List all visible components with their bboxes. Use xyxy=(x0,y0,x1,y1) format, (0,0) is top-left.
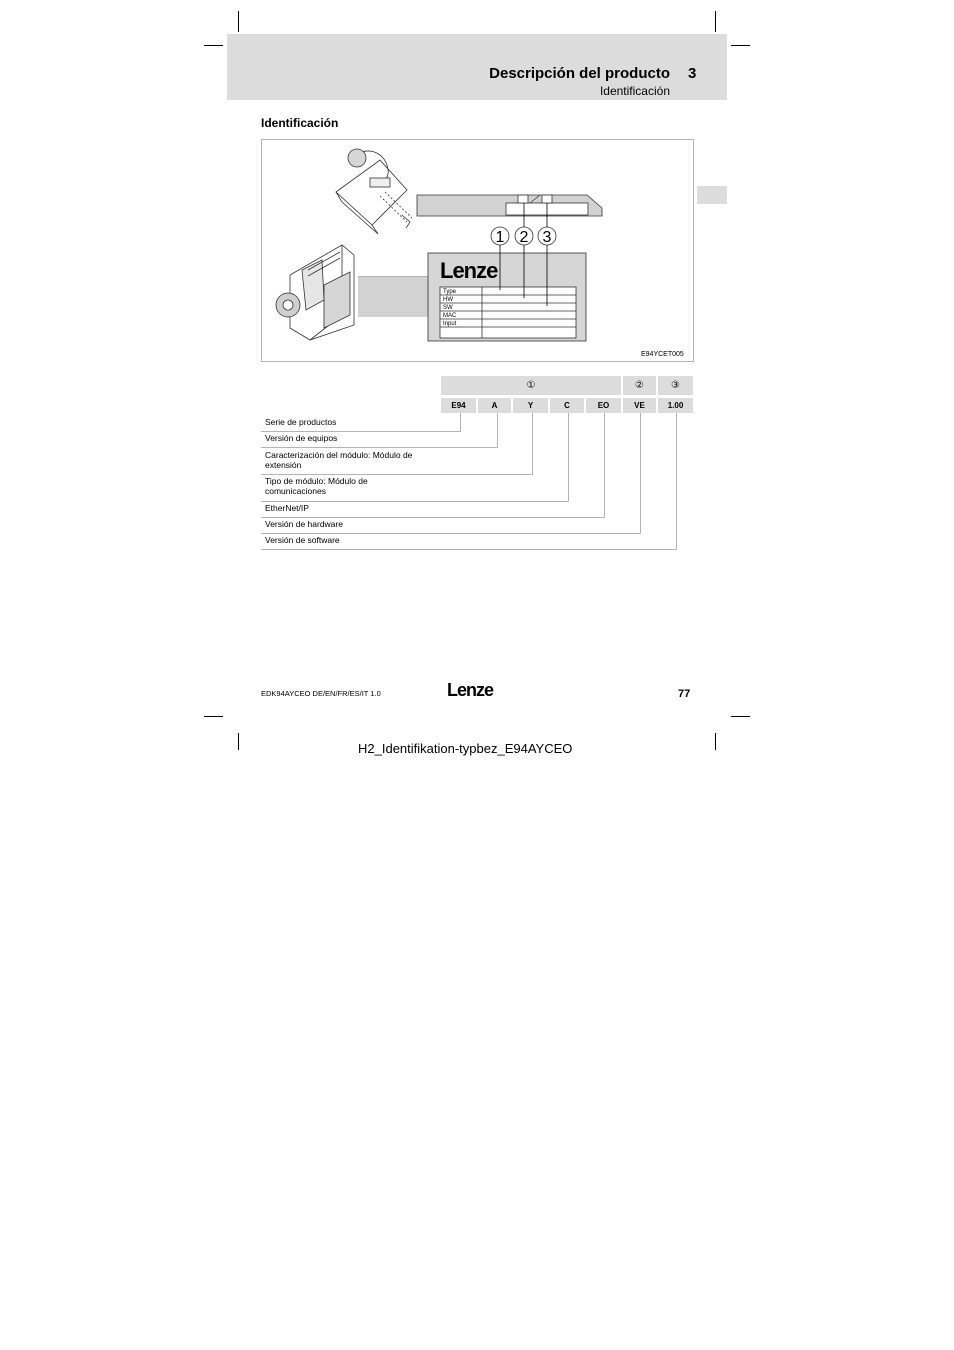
connector-line xyxy=(568,413,569,502)
crop-mark xyxy=(715,11,716,32)
desc-line xyxy=(261,474,533,475)
bottom-module-drawing xyxy=(276,245,354,340)
callout-1: 1 xyxy=(495,229,505,246)
crop-mark xyxy=(731,716,750,717)
desc-line xyxy=(261,549,676,550)
crop-mark xyxy=(715,733,716,750)
crop-mark xyxy=(204,716,223,717)
desc-module-type: Tipo de módulo: Módulo de comunicaciones xyxy=(265,476,368,496)
file-caption: H2_Identifikation-typbez_E94AYCEO xyxy=(358,741,573,756)
nameplate-field-mac: MAC xyxy=(443,313,457,319)
footer-document-id: EDK94AYCEO DE/EN/FR/ES/IT 1.0 xyxy=(261,689,381,698)
device-illustration xyxy=(262,140,695,363)
footer-logo: Lenze xyxy=(447,680,494,700)
desc-ethernet-ip: EtherNet/IP xyxy=(265,503,309,513)
nameplate-field-sw: SW xyxy=(443,305,453,311)
code-cell-c: C xyxy=(550,398,584,413)
connector-line xyxy=(676,413,677,550)
crop-mark xyxy=(731,45,750,46)
desc-hardware-version: Versión de hardware xyxy=(265,519,343,529)
callout-3: 3 xyxy=(542,229,552,246)
chapter-number: 3 xyxy=(688,65,697,82)
section-heading: Identificación xyxy=(261,116,339,130)
identification-figure xyxy=(261,139,694,362)
nameplate-logo: Lenze xyxy=(440,258,498,283)
desc-software-version: Versión de software xyxy=(265,535,340,545)
nameplate-field-hw: HW xyxy=(443,297,453,303)
group-marker-3: ③ xyxy=(658,376,693,395)
crop-mark xyxy=(238,11,239,32)
callout-2: 2 xyxy=(519,229,529,246)
code-cell-ve: VE xyxy=(623,398,656,413)
group-marker-1: ① xyxy=(441,376,621,395)
desc-device-version: Versión de equipos xyxy=(265,433,338,443)
code-cell-version: 1.00 xyxy=(658,398,693,413)
connector-line xyxy=(460,413,461,432)
crop-mark xyxy=(204,45,223,46)
desc-module-characterization: Caracterización del módulo: Módulo de extensión xyxy=(265,450,413,470)
figure-code: E94YCET005 xyxy=(641,351,684,358)
section-subtitle: Identificación xyxy=(599,84,670,98)
page-number: 77 xyxy=(678,688,691,700)
crop-mark xyxy=(238,733,239,750)
nameplate-field-input: Input xyxy=(443,321,457,327)
desc-line xyxy=(261,533,640,534)
group-marker-2: ② xyxy=(623,376,656,395)
code-cell-a: A xyxy=(478,398,511,413)
desc-line xyxy=(261,447,498,448)
connector-line xyxy=(497,413,498,448)
code-cell-e94: E94 xyxy=(441,398,476,413)
code-cell-eo: EO xyxy=(586,398,621,413)
desc-line xyxy=(261,431,461,432)
top-module-drawing xyxy=(336,149,412,234)
desc-line xyxy=(261,517,605,518)
chapter-title: Descripción del producto xyxy=(489,65,670,82)
desc-line xyxy=(261,501,569,502)
connector-line xyxy=(532,413,533,475)
connector-line xyxy=(604,413,605,518)
chapter-side-tab xyxy=(697,186,727,204)
code-cell-y: Y xyxy=(513,398,548,413)
desc-product-series: Serie de productos xyxy=(265,417,337,427)
nameplate-field-type: Type xyxy=(443,289,457,295)
connector-line xyxy=(640,413,641,534)
